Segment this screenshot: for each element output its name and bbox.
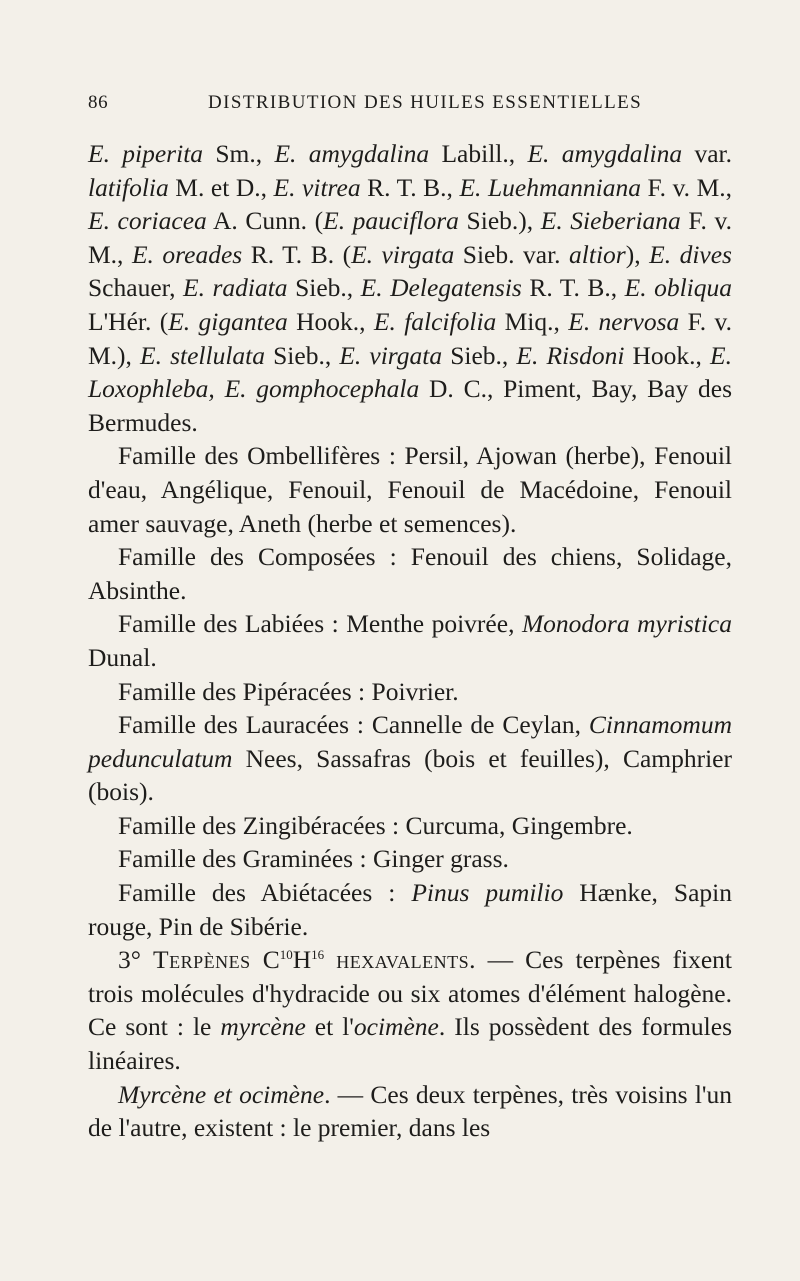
italic-run: E. coriacea [88,206,207,236]
italic-run: E. Sieberiana [540,206,681,236]
text-run: Famille des Labiées : Menthe poivrée, [118,609,522,639]
italic-run: E. dives [649,239,732,269]
text-run: H [292,945,312,975]
text-run: Famille des Ombellifères : Persil, Ajowan (herbe), Fenouil d'eau, Angélique, Fenouil, Fenouil de Macédoine, Fenouil amer sauvage, Aneth (herbe et semences). [88,441,732,538]
text-run: A. Cunn. ( [206,206,324,236]
paragraph-p7 [88,809,732,843]
paragraph-p9 [88,876,732,943]
text-run: . Ils possèdent des formules linéaires. [88,1012,732,1076]
italic-run: E. Luehmanniana [459,172,641,202]
text-run: F. v. M., [640,172,733,202]
text-run: Famille des Pipéracées : Poivrier. [118,676,459,706]
text-run [324,945,336,974]
italic-run: E. pauciflora [323,206,459,236]
italic-run: E. Risdoni [516,340,625,370]
paragraph-p2 [88,439,732,540]
text-run: Schauer, [88,273,183,303]
text-run: Hook., [287,306,374,336]
text-run: R. T. B., [360,172,460,202]
superscript-run: 10 [279,947,293,963]
text-run: D. C., Piment, Bay, Bay des Bermudes. [88,374,732,437]
superscript-run: 16 [311,947,325,963]
italic-run: E. virgata [351,239,455,269]
italic-run: E. falcifolia [373,306,497,336]
text-run: Sieb., [442,340,517,370]
text-run: Famille des Composées : Fenouil des chiens, Solidage, Absinthe. [88,542,732,605]
text-run: . — Ces terpènes fixent trois molécules d'hydracide ou six atomes d'élément halogène. Ce sont : le [88,945,733,1042]
paragraph-p10 [88,943,732,1077]
text-run: Labill., [429,139,528,168]
paragraph-p1 [88,137,732,439]
text-run: Hænke, Sapin rouge, Pin de Sibérie. [88,878,732,941]
italic-run: latifolia [88,172,169,202]
small-caps-run: hexavalents [336,945,470,975]
paragraph-p5 [88,675,732,709]
paragraph-p4 [88,607,732,674]
italic-run: Cinnamomum pedunculatum [88,710,732,773]
paragraph-p8 [88,842,732,876]
italic-run: Myrcène et ocimène [118,1079,325,1109]
text-run: Sieb., [265,340,340,370]
italic-run: E. Loxophleba, E. gomphocephala [88,340,732,404]
text-run: Dunal. [88,642,157,672]
italic-run: Pinus pumilio [411,878,564,908]
text-run: M. et D., [168,172,274,202]
text-run: Famille des Lauracées : Cannelle de Ceylan, [118,710,589,740]
italic-run: altior [569,239,626,269]
italic-run: E. obliqua [624,273,733,303]
text-run: Sieb., [287,273,361,303]
paragraph-p11 [88,1078,732,1145]
text-run: C [250,945,280,975]
italic-run: ocimène [353,1012,439,1042]
text-run: Sieb. var. [454,239,570,269]
body-text [88,137,732,1145]
text-run: L'Hér. ( [88,306,169,336]
paragraph-p3 [88,540,732,607]
italic-run: E. nervosa [568,306,680,336]
text-run: Sieb.), [458,206,541,236]
text-run: var. [682,139,732,168]
paragraph-p6 [88,708,732,809]
text-run: F. v. M.), [88,306,732,370]
text-run: R. T. B. ( [242,239,352,269]
italic-run: E. vitrea [273,172,361,202]
text-run: Nees, Sassafras (bois et feuilles), Camphrier (bois). [88,743,732,807]
running-title: DISTRIBUTION DES HUILES ESSENTIELLES [208,92,643,113]
italic-run: myrcène [220,1012,306,1042]
text-run: ), [625,239,650,269]
text-run: Famille des Zingibéracées : Curcuma, Gingembre. [118,810,633,840]
text-run: Miq., [496,306,569,336]
small-caps-run: Terpènes [153,945,251,975]
italic-run: E. Delegatensis [360,273,522,303]
text-run: . — Ces deux terpènes, très voisins l'un de l'autre, existent : le premier, dans les [88,1079,732,1143]
italic-run: E. piperita [88,139,204,168]
page-header [88,92,724,122]
italic-run: E. stellulata [140,340,266,370]
italic-run: E. virgata [339,340,443,370]
text-run: Famille des Graminées : Ginger grass. [118,844,509,874]
italic-run: E. oreades [131,239,243,269]
italic-run: Monodora myristica [521,609,732,639]
italic-run: E. radiata [183,273,288,303]
text-run: Sm., [203,139,275,168]
italic-run: E. amygdalina [274,139,430,168]
text-run: 3° [118,945,154,975]
text-run: Hook., [624,340,711,370]
text-run: R. T. B., [521,273,625,303]
text-run: Famille des Abiétacées : [118,878,412,908]
text-run: et l' [305,1012,354,1042]
page-number: 86 [88,92,109,113]
text-run: F. v. M., [88,206,733,269]
italic-run: E. amygdalina [527,139,683,168]
italic-run: E. gigantea [168,306,288,336]
